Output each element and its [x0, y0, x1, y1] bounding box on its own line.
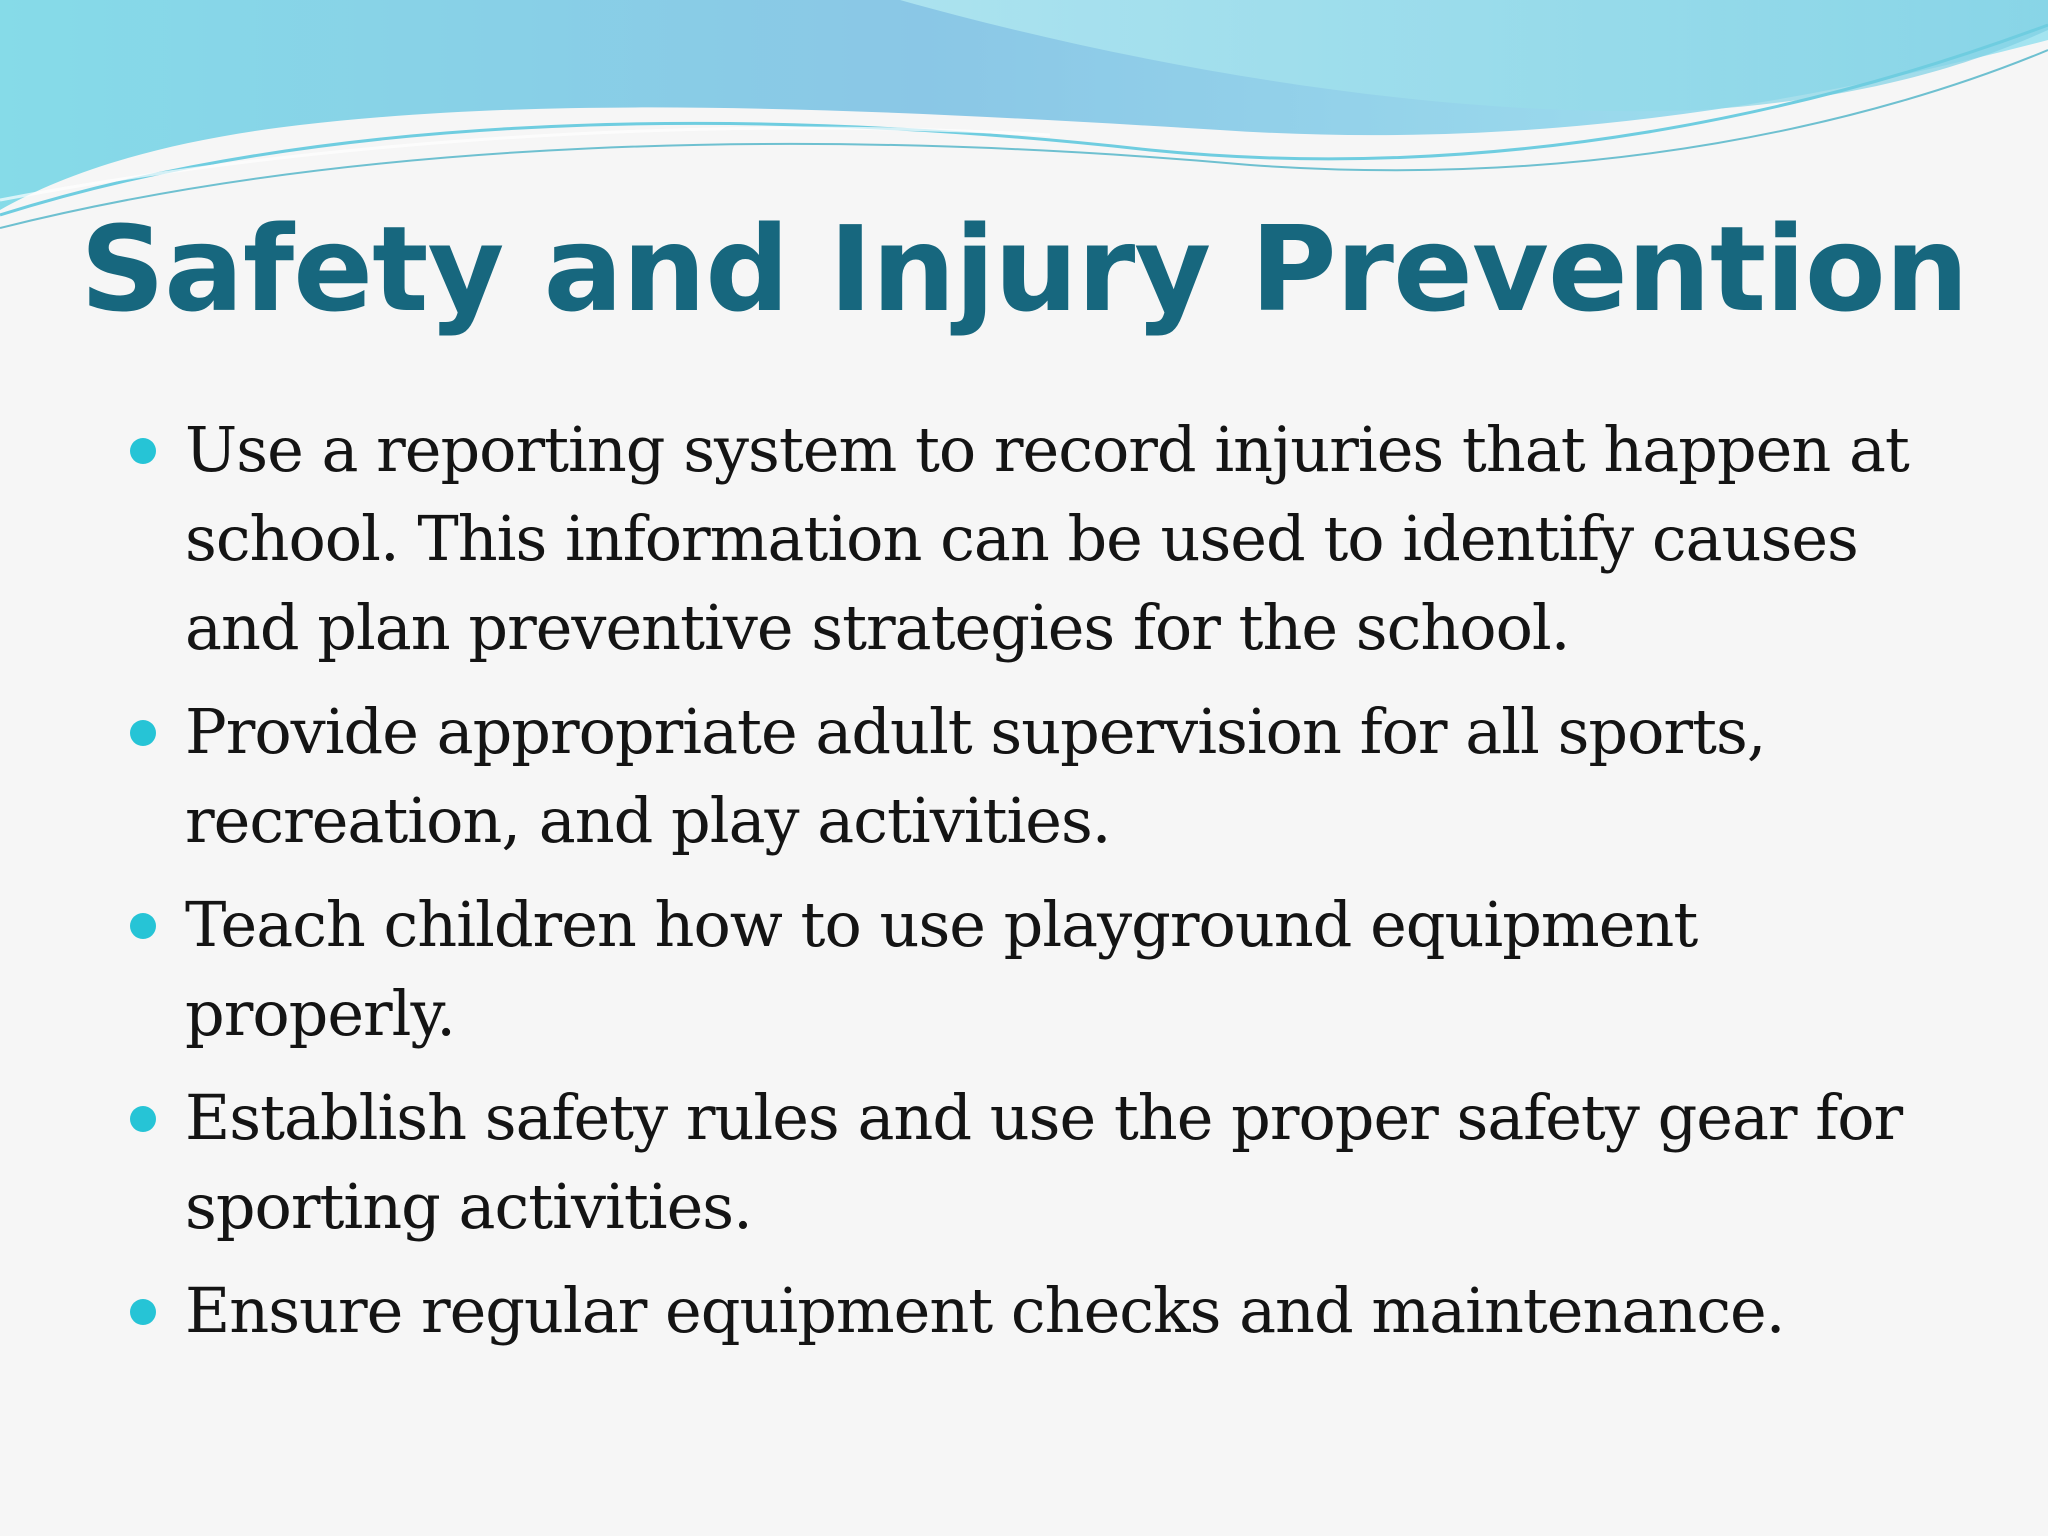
bullet-text: Use a reporting system to record injuries that happen at school. This information can be used to identify causes and plan preventive strategies for the school.	[185, 413, 1909, 664]
bullet-text: Establish safety rules and use the proper safety gear for sporting activities.	[185, 1081, 1903, 1243]
bullet-text: Teach children how to use playground equipment properly.	[185, 888, 1698, 1050]
bullet-dot-icon	[130, 913, 156, 939]
bullet-dot-icon	[130, 1106, 156, 1132]
bullet-list	[185, 405, 1965, 1370]
bullet-item	[185, 880, 1965, 1058]
bullet-text: Provide appropriate adult supervision for all sports, recreation, and play activities.	[185, 695, 1766, 857]
bullet-item	[185, 1266, 1965, 1355]
slide-title: Safety and Injury Prevention	[80, 200, 1968, 338]
bullet-item	[185, 405, 1965, 672]
bullet-dot-icon	[130, 720, 156, 746]
bullet-item	[185, 687, 1965, 865]
bullet-item	[185, 1073, 1965, 1251]
bullet-dot-icon	[130, 1299, 156, 1325]
bullet-text: Ensure regular equipment checks and maintenance.	[185, 1274, 1785, 1347]
bullet-dot-icon	[130, 438, 156, 464]
